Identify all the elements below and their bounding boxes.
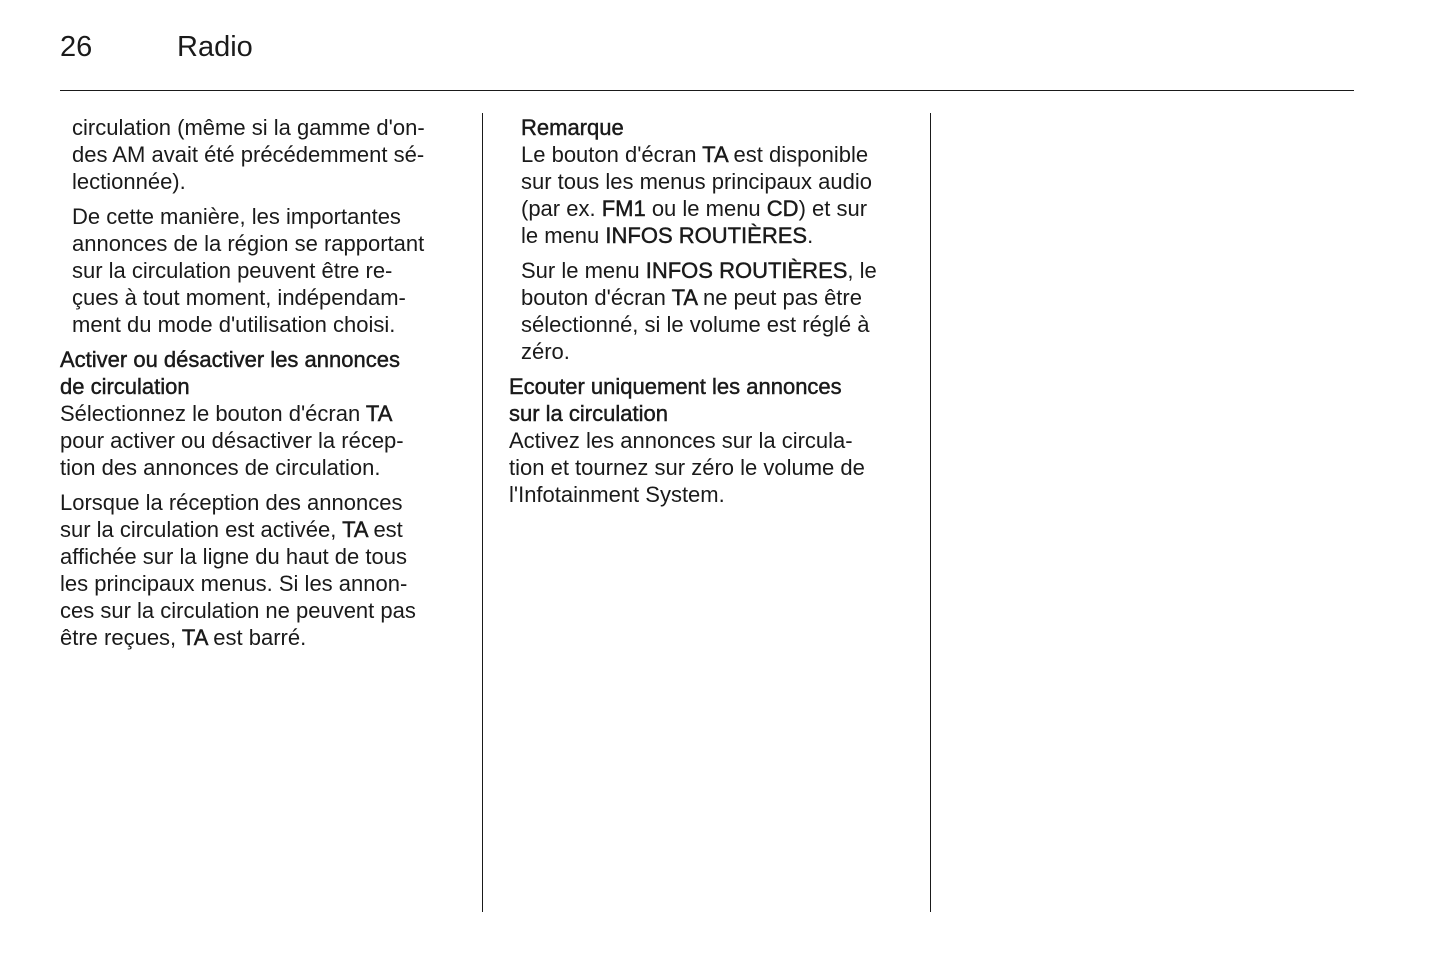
cd-menu-label: CD <box>766 196 799 221</box>
text-line: Lorsque la réception des annonces <box>60 490 403 515</box>
text-fragment: ou le menu <box>645 196 767 221</box>
heading-activer-desactiver <box>60 346 470 400</box>
ta-button-label: TA <box>181 625 208 650</box>
text-line: lectionnée). <box>72 169 186 194</box>
text-line: çues à tout moment, indépendam- <box>72 285 406 310</box>
paragraph-selectionnez-ta <box>60 400 470 481</box>
paragraph-circulation-am <box>60 114 470 195</box>
text-fragment: ) et sur <box>798 196 868 221</box>
text-line: tion et tournez sur zéro le volume de <box>509 455 865 480</box>
paragraph-importantes-annonces <box>60 203 470 338</box>
ta-button-label: TA <box>342 517 368 542</box>
text-line: les principaux menus. Si les annon- <box>60 571 408 596</box>
paragraph-reception-activee <box>60 489 470 651</box>
ta-button-label: TA <box>671 285 697 310</box>
text-fragment: , le <box>847 258 877 283</box>
chapter-title: Radio <box>177 31 253 63</box>
header-rule <box>60 90 1354 91</box>
text-fragment: bouton d'écran <box>521 285 672 310</box>
text-line: tion des annonces de circulation. <box>60 455 381 480</box>
text-fragment: (par ex. <box>521 196 602 221</box>
paragraph-activez-annonces <box>509 427 919 508</box>
ta-button-label: TA <box>702 142 728 167</box>
note-paragraph-1 <box>521 114 919 249</box>
text-line: zéro. <box>521 339 570 364</box>
column-1 <box>60 114 470 659</box>
text-line: circulation (même si la gamme d'on- <box>72 115 425 140</box>
text-fragment: être reçues, <box>60 625 182 650</box>
heading-line: Ecouter uniquement les annonces <box>509 374 842 399</box>
heading-line: de circulation <box>60 374 190 399</box>
fm1-menu-label: FM1 <box>601 196 646 221</box>
text-fragment: est <box>367 517 403 542</box>
text-fragment: Sur le menu <box>521 258 646 283</box>
text-line: sur tous les menus principaux audio <box>521 169 872 194</box>
column-divider-2 <box>930 113 931 912</box>
text-fragment: est disponible <box>727 142 869 167</box>
text-line: pour activer ou désactiver la récep- <box>60 428 404 453</box>
note-label: Remarque <box>521 115 624 140</box>
text-line: affichée sur la ligne du haut de tous <box>60 544 407 569</box>
heading-line: sur la circulation <box>509 401 668 426</box>
text-line: Activez les annonces sur la circula- <box>509 428 853 453</box>
text-fragment: Le bouton d'écran <box>521 142 703 167</box>
note-paragraph-2 <box>521 257 919 365</box>
text-fragment: sur la circulation est activée, <box>60 517 343 542</box>
page-number: 26 <box>60 31 93 63</box>
text-fragment: est barré. <box>207 625 307 650</box>
text-fragment: ne peut pas être <box>696 285 862 310</box>
text-fragment: . <box>807 223 814 248</box>
ta-button-label: TA <box>365 401 393 426</box>
column-divider-1 <box>482 113 483 912</box>
infos-routieres-label: INFOS ROUTIÈRES <box>645 258 848 283</box>
text-line: l'Infotainment System. <box>509 482 725 507</box>
text-fragment: Sélectionnez le bouton d'écran <box>60 401 366 426</box>
text-line: ces sur la circulation ne peuvent pas <box>60 598 416 623</box>
text-line: annonces de la région se rapportant <box>72 231 425 256</box>
column-2 <box>509 114 919 516</box>
note-remarque <box>509 114 919 365</box>
text-line: ment du mode d'utilisation choisi. <box>72 312 396 337</box>
text-line: De cette manière, les importantes <box>72 204 401 229</box>
text-line: des AM avait été précédemment sé- <box>72 142 425 167</box>
text-fragment: le menu <box>521 223 606 248</box>
text-line: sélectionné, si le volume est réglé à <box>521 312 870 337</box>
infos-routieres-label: INFOS ROUTIÈRES <box>605 223 808 248</box>
heading-line: Activer ou désactiver les annonces <box>60 347 400 372</box>
heading-ecouter-uniquement <box>509 373 919 427</box>
text-line: sur la circulation peuvent être re- <box>72 258 393 283</box>
